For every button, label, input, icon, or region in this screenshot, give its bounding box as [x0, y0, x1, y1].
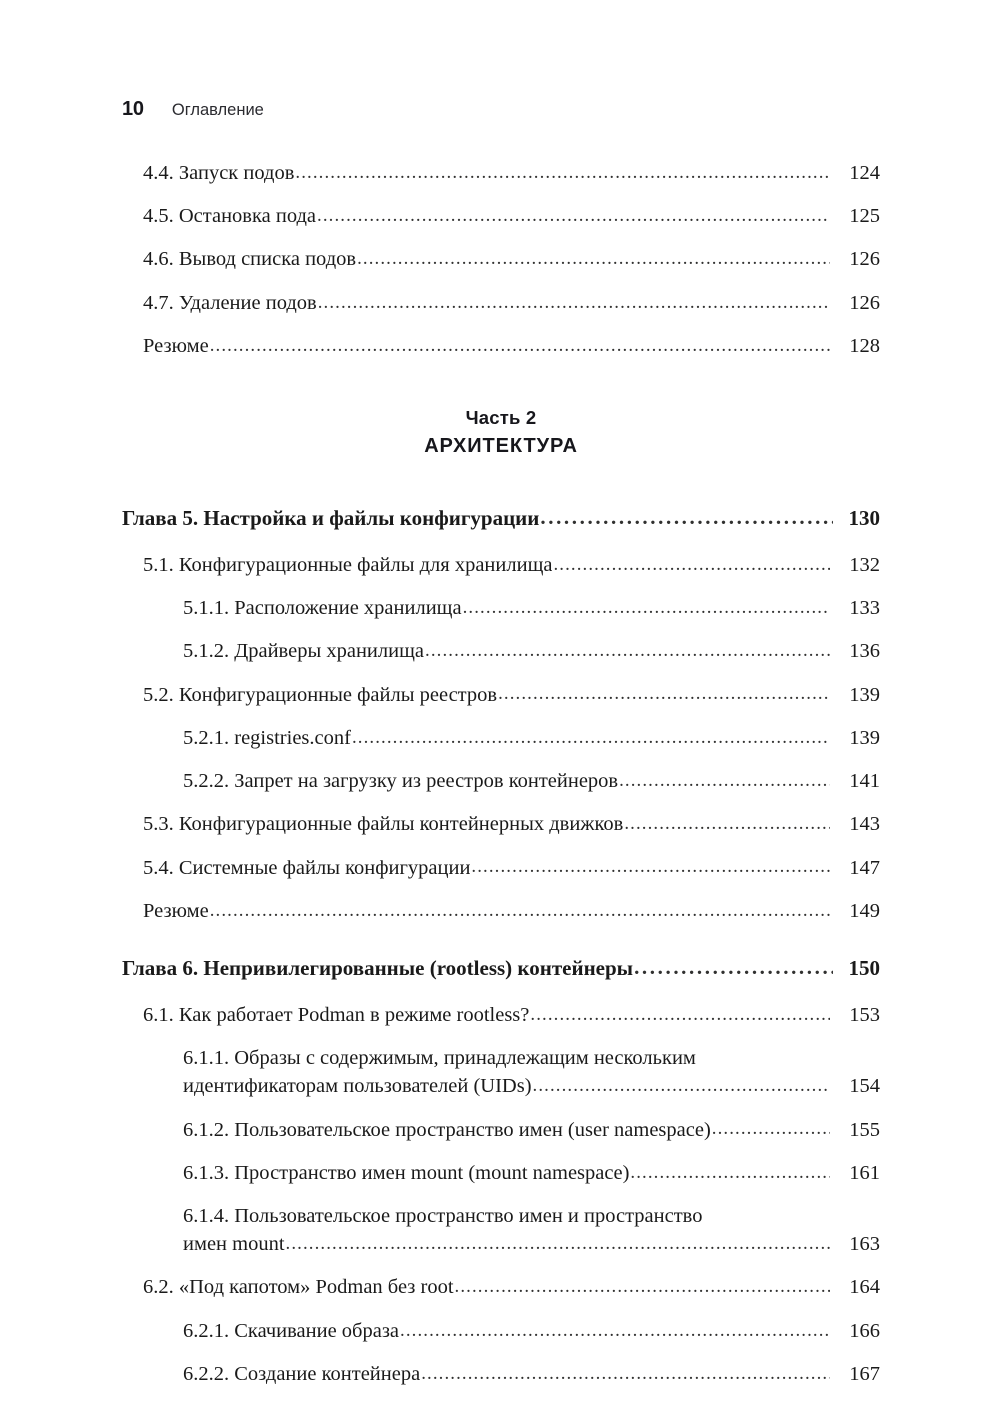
toc-entry-label: 5.2.2. Запрет на загрузку из реестров контейнеров	[183, 770, 619, 793]
toc-entry-page: 124	[849, 162, 880, 184]
toc-entry-label: 6.1.2. Пользовательское пространство имен (user namespace)	[183, 1118, 711, 1141]
dot-leader	[553, 558, 830, 579]
dot-leader	[498, 687, 830, 708]
dot-leader	[540, 511, 833, 532]
toc-entry[interactable]	[122, 638, 880, 664]
toc-entry-label: 5.2. Конфигурационные файлы реестров	[143, 683, 498, 706]
toc-entry[interactable]	[122, 203, 880, 229]
toc-entry-page: 164	[849, 1276, 880, 1299]
toc-entry-page: 149	[849, 899, 880, 922]
toc-entry-page: 155	[849, 1118, 880, 1141]
toc-entry[interactable]	[122, 1117, 880, 1143]
toc-entry-label: 5.1. Конфигурационные файлы для хранилища	[143, 553, 553, 576]
toc-entry[interactable]	[122, 855, 880, 881]
toc-entry-label: 5.2.1. registries.conf	[183, 726, 351, 749]
toc-group-chapter-4-tail	[122, 160, 880, 359]
toc-entry[interactable]	[122, 552, 880, 578]
toc-entry-page: 143	[849, 813, 880, 836]
toc-entry-page: 132	[849, 553, 880, 576]
toc-entry-label: 6.1. Как работает Podman в режиме rootless?	[143, 1003, 530, 1026]
toc-entry-label: 5.1.2. Драйверы хранилища	[183, 640, 424, 663]
toc-entry-page: 130	[848, 505, 880, 530]
toc-entry[interactable]	[122, 1045, 880, 1099]
part-divider	[122, 405, 880, 461]
toc-group-chapter-5	[122, 552, 880, 924]
toc-entry-page: 154	[849, 1075, 880, 1098]
dot-leader	[712, 1122, 830, 1143]
toc-group-chapter-6	[122, 1002, 880, 1387]
dot-leader	[455, 1280, 830, 1301]
toc-entry-page: 139	[849, 726, 880, 749]
dot-leader	[357, 252, 830, 273]
dot-leader	[352, 731, 830, 752]
running-head-title: Оглавление	[171, 101, 264, 119]
dot-leader	[630, 1166, 830, 1187]
toc-entry[interactable]	[122, 1002, 880, 1028]
dot-leader	[421, 1367, 830, 1388]
toc-entry[interactable]	[122, 1274, 880, 1300]
toc-entry[interactable]	[122, 1203, 880, 1257]
toc-entry-page: 125	[849, 205, 880, 228]
dot-leader	[425, 644, 830, 665]
dot-leader	[295, 166, 830, 187]
toc-entry-line-2	[183, 1073, 880, 1099]
toc-entry-label: Резюме	[143, 334, 209, 357]
toc-entry-page: 153	[849, 1003, 880, 1026]
toc-entry-line-2	[183, 1231, 880, 1257]
toc-entry[interactable]	[122, 1160, 880, 1186]
toc-entry[interactable]	[122, 898, 880, 924]
toc-entry-label: 4.4. Запуск подов	[143, 162, 295, 184]
toc-entry-label: 5.1.1. Расположение хранилища	[183, 597, 462, 620]
toc-entry-page: 163	[849, 1233, 880, 1256]
dot-leader	[634, 961, 833, 982]
part-number: Часть 2	[465, 407, 537, 429]
toc-entry-label-line-1: 6.1.1. Образы с содержимым, принадлежащим нескольким	[183, 1047, 696, 1070]
toc-entry-label-line-1: 6.1.4. Пользовательское пространство имен и пространство	[183, 1205, 703, 1228]
toc-entry-page: 147	[849, 856, 880, 879]
running-head	[122, 98, 264, 121]
toc-entry-label: 5.3. Конфигурационные файлы контейнерных движков	[143, 813, 624, 836]
toc-entry-label: 6.2.1. Скачивание образа	[183, 1319, 400, 1342]
toc-entry-page: 133	[849, 597, 880, 620]
dot-leader	[533, 1079, 830, 1100]
toc-entry-label: 6.1.3. Пространство имен mount (mount namespace)	[183, 1161, 630, 1184]
dot-leader	[286, 1237, 830, 1258]
toc-entry-label: Глава 5. Настройка и файлы конфигурации	[122, 505, 540, 530]
toc-entry-page: 128	[849, 334, 880, 357]
page-folio: 10	[122, 98, 144, 120]
toc-entry-chapter-6[interactable]	[122, 955, 880, 982]
toc-entry-page: 126	[849, 291, 880, 314]
toc-entry[interactable]	[122, 682, 880, 708]
toc-entry[interactable]	[122, 160, 880, 186]
dot-leader	[317, 209, 830, 230]
toc-entry-page: 150	[848, 955, 880, 980]
toc-entry-label: 4.5. Остановка пода	[143, 205, 317, 228]
toc-entry-page: 126	[849, 248, 880, 271]
dot-leader	[624, 817, 830, 838]
toc-entry-label: 4.6. Вывод списка подов	[143, 248, 357, 271]
toc-entry-page: 161	[849, 1161, 880, 1184]
toc-entry-page: 139	[849, 683, 880, 706]
toc-entry[interactable]	[122, 333, 880, 359]
toc-entry-label: 4.7. Удаление подов	[143, 291, 317, 314]
dot-leader	[400, 1323, 830, 1344]
toc-entry-label: 5.4. Системные файлы конфигурации	[143, 856, 471, 879]
toc-entry[interactable]	[122, 1361, 880, 1387]
section-spacer	[122, 941, 880, 955]
dot-leader	[471, 860, 830, 881]
dot-leader	[530, 1008, 830, 1029]
dot-leader	[463, 601, 830, 622]
toc-entry-label: Глава 6. Непривилегированные (rootless) контейнеры	[122, 955, 634, 980]
toc-entry-page: 166	[849, 1319, 880, 1342]
dot-leader	[210, 903, 830, 924]
toc-entry[interactable]	[122, 725, 880, 751]
toc-entry-label-line-2: идентификаторам пользователей (UIDs)	[183, 1075, 532, 1098]
toc-entry[interactable]	[122, 246, 880, 272]
table-of-contents	[122, 160, 880, 1404]
part-title: АРХИТЕКТУРА	[424, 434, 578, 457]
dot-leader	[210, 339, 830, 360]
toc-entry[interactable]	[122, 768, 880, 794]
dot-leader	[619, 774, 830, 795]
toc-entry-label: 6.2. «Под капотом» Podman без root	[143, 1276, 454, 1299]
toc-entry-label-line-2: имен mount	[183, 1233, 285, 1256]
toc-entry-label: 6.2.2. Создание контейнера	[183, 1362, 421, 1385]
toc-entry-label: Резюме	[143, 899, 209, 922]
toc-entry[interactable]	[122, 290, 880, 316]
toc-entry[interactable]	[122, 811, 880, 837]
toc-entry-chapter-5[interactable]	[122, 505, 880, 532]
toc-entry[interactable]	[122, 1318, 880, 1344]
toc-entry-page: 141	[849, 770, 880, 793]
toc-entry-page: 136	[849, 640, 880, 663]
dot-leader	[318, 295, 830, 316]
toc-entry[interactable]	[122, 595, 880, 621]
toc-entry-page: 167	[849, 1362, 880, 1385]
